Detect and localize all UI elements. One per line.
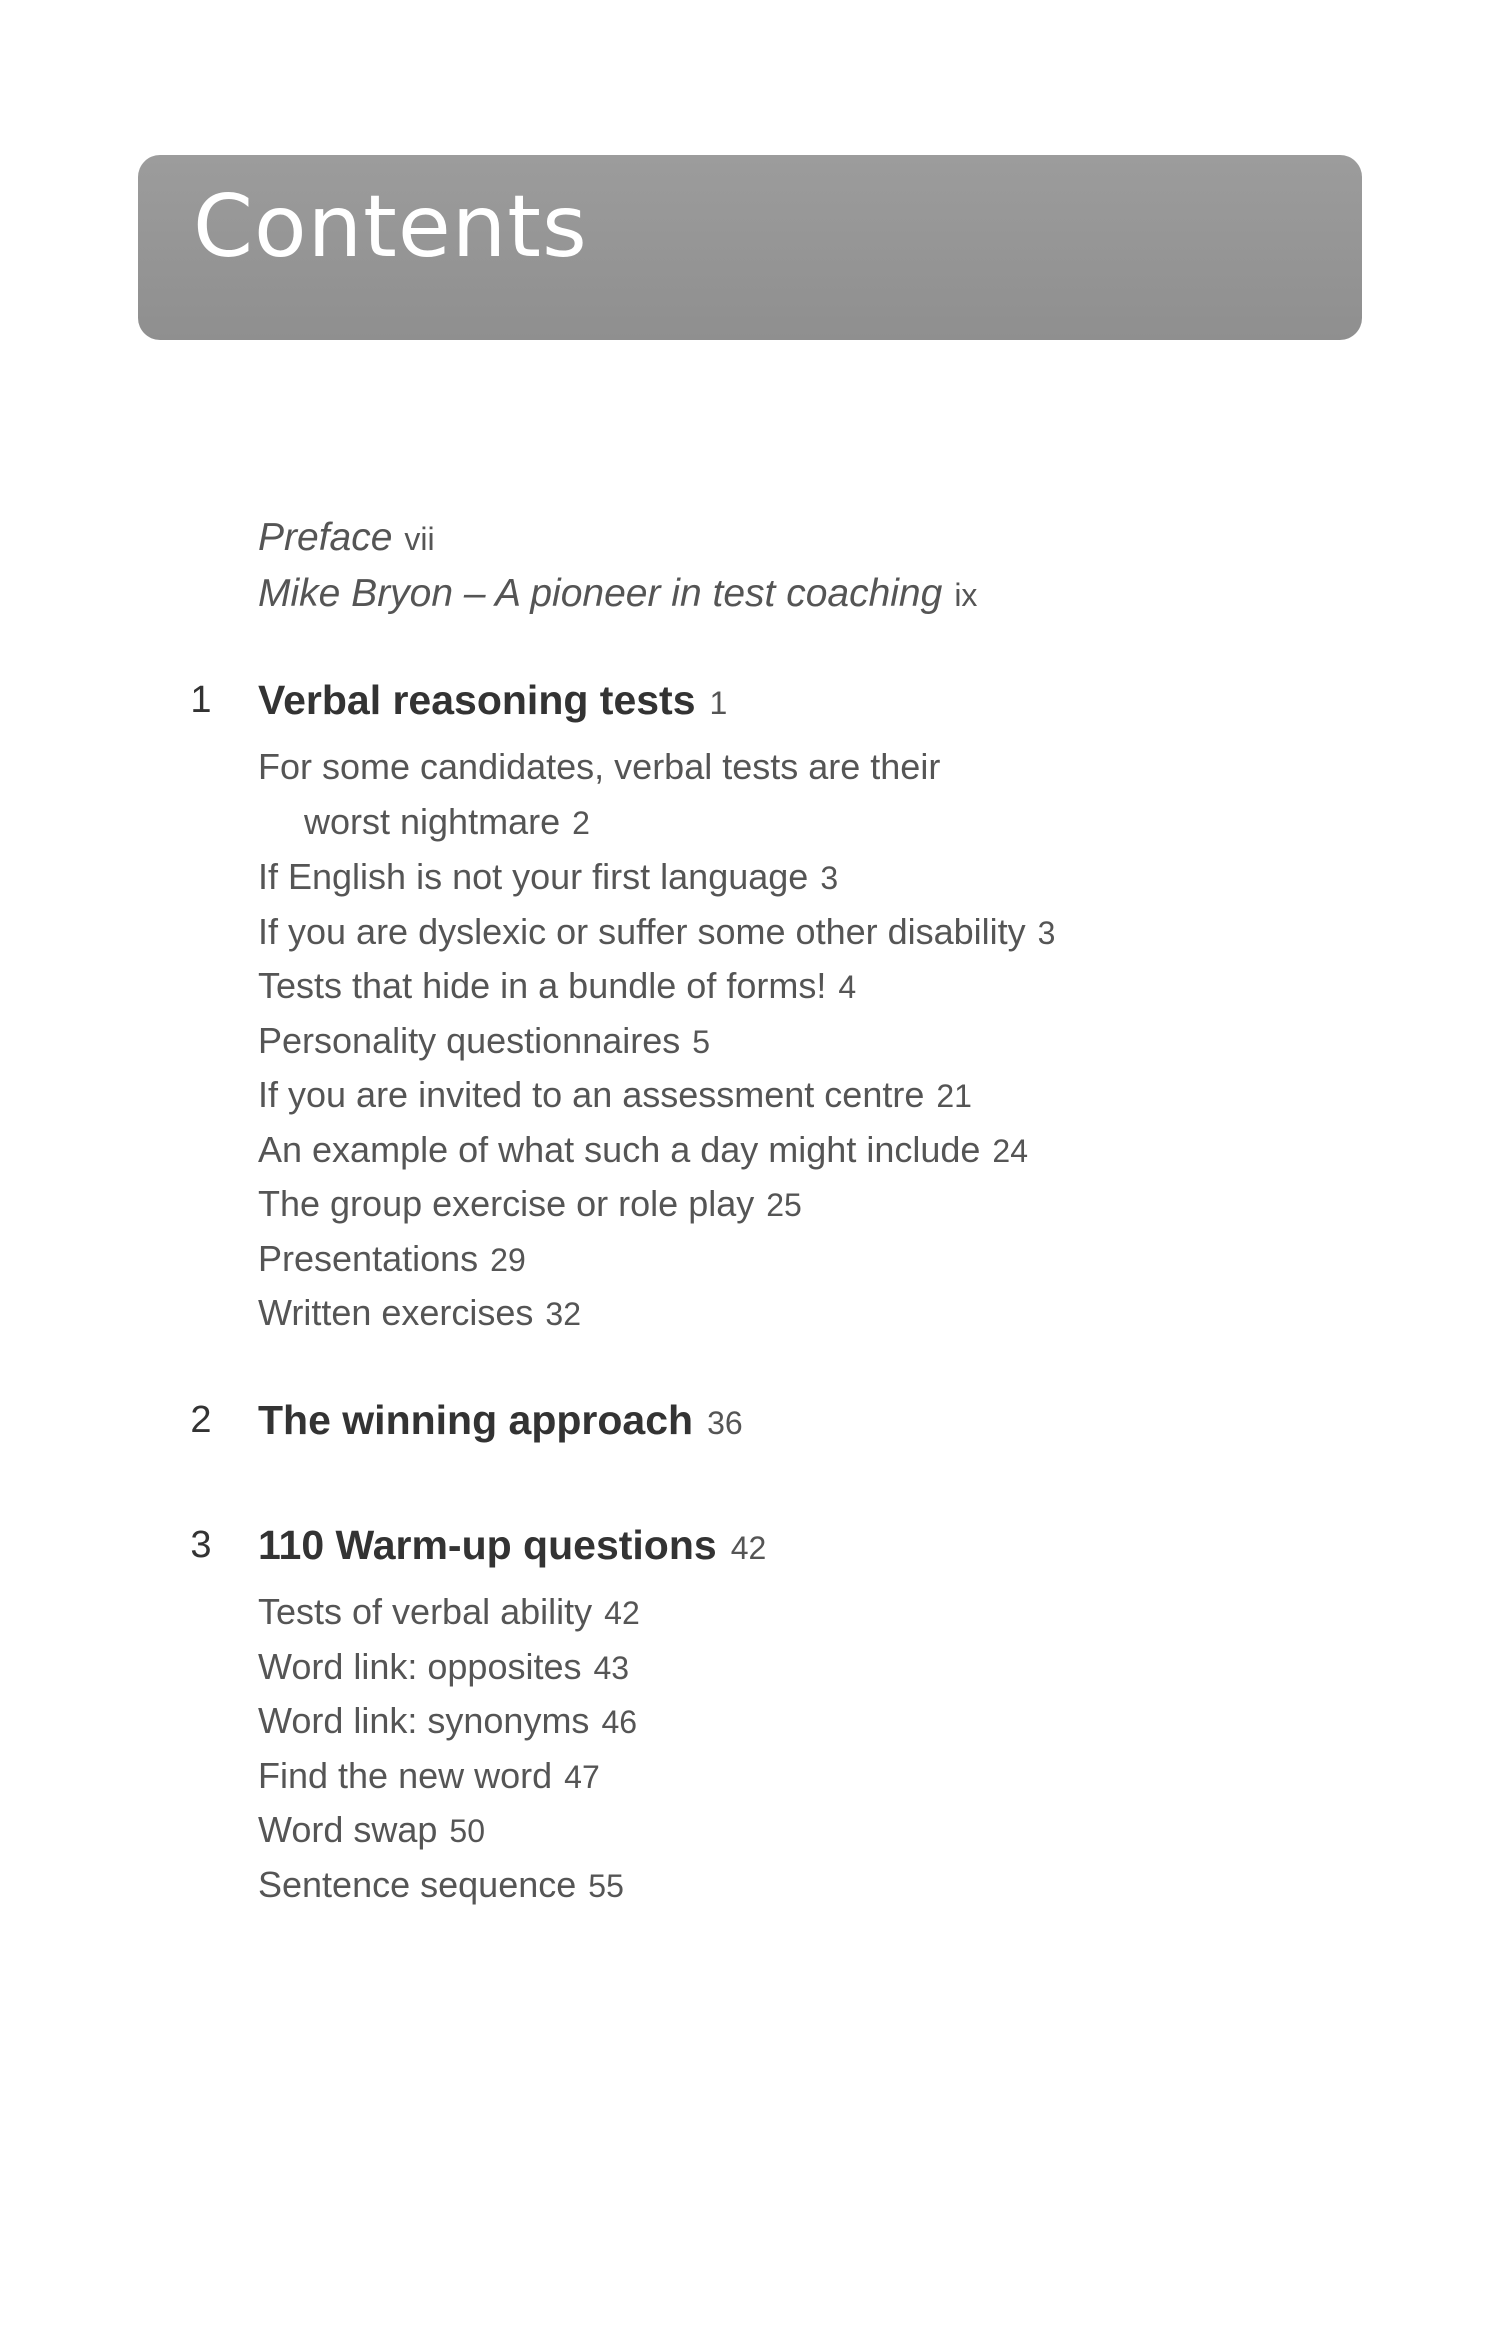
chapter-title[interactable] xyxy=(258,670,727,733)
chapter-number: 3 xyxy=(190,1524,212,1566)
page-number: 46 xyxy=(601,1704,638,1740)
toc-entry[interactable] xyxy=(258,1749,640,1804)
toc-entry[interactable] xyxy=(258,1858,640,1913)
toc-entry[interactable] xyxy=(258,1640,640,1695)
chapter-1-entries xyxy=(258,740,1055,1341)
entry-title: Word link: synonyms xyxy=(258,1700,590,1741)
toc-entry[interactable] xyxy=(258,850,1055,905)
toc-entry[interactable] xyxy=(258,1232,1055,1287)
page-number: 25 xyxy=(766,1187,802,1223)
page-number: 42 xyxy=(730,1530,767,1566)
entry-title: Written exercises xyxy=(258,1292,534,1333)
toc-entry[interactable] xyxy=(258,1068,1055,1123)
toc-entry[interactable] xyxy=(258,1014,1055,1069)
entry-title: Word swap xyxy=(258,1809,438,1850)
contents-banner xyxy=(138,155,1362,340)
page-number: 2 xyxy=(572,804,590,841)
page-number: 1 xyxy=(709,685,728,721)
entry-title-continued: worst nightmare xyxy=(304,800,561,842)
page-number: 42 xyxy=(604,1595,640,1631)
entry-title: Sentence sequence xyxy=(258,1863,577,1905)
page-title: Contents xyxy=(193,177,588,277)
chapter-title-text: Verbal reasoning tests xyxy=(258,677,696,723)
page-number: 43 xyxy=(593,1649,630,1686)
entry-title: If you are dyslexic or suffer some other disability xyxy=(258,910,1026,952)
page-number: 29 xyxy=(490,1241,526,1278)
toc-entry[interactable] xyxy=(258,1694,640,1749)
page-number: 47 xyxy=(564,1758,600,1795)
chapter-title-text: 110 Warm-up questions xyxy=(258,1522,717,1568)
page-number: 55 xyxy=(588,1867,624,1904)
toc-entry[interactable] xyxy=(258,905,1055,960)
toc-entry[interactable] xyxy=(258,740,1055,850)
page-number: ix xyxy=(954,577,978,613)
front-matter-list xyxy=(258,510,977,622)
entry-title: Preface xyxy=(258,516,393,559)
entry-title: The group exercise or role play xyxy=(258,1183,755,1224)
entry-title: For some candidates, verbal tests are their xyxy=(258,746,941,787)
chapter-title[interactable] xyxy=(258,1515,766,1578)
page-number: 36 xyxy=(707,1405,743,1441)
page-number: 3 xyxy=(1037,914,1056,951)
toc-entry[interactable] xyxy=(258,1286,1055,1341)
chapter-3-entries xyxy=(258,1585,640,1912)
entry-title: Mike Bryon – A pioneer in test coaching xyxy=(258,572,943,615)
page-number: vii xyxy=(404,521,435,557)
chapter-title[interactable] xyxy=(258,1390,743,1453)
entry-title: An example of what such a day might include xyxy=(258,1128,981,1170)
toc-entry[interactable] xyxy=(258,959,1055,1014)
entry-title: Personality questionnaires xyxy=(258,1019,681,1061)
toc-entry[interactable] xyxy=(258,1177,1055,1232)
chapter-number: 1 xyxy=(190,679,212,721)
entry-title: Tests of verbal ability xyxy=(258,1591,593,1632)
toc-entry[interactable] xyxy=(258,1803,640,1858)
page-number: 3 xyxy=(820,860,839,896)
toc-entry[interactable] xyxy=(258,1123,1055,1178)
page-number: 24 xyxy=(992,1132,1029,1169)
entry-title: Tests that hide in a bundle of forms! xyxy=(258,965,827,1006)
page-number: 21 xyxy=(936,1078,972,1114)
entry-title: Presentations xyxy=(258,1237,479,1279)
toc-entry-preface[interactable] xyxy=(258,510,977,566)
page-number: 32 xyxy=(545,1296,582,1332)
page-number: 5 xyxy=(692,1023,711,1060)
chapter-number: 2 xyxy=(190,1399,212,1441)
entry-title: If English is not your first language xyxy=(258,856,809,897)
entry-title: Find the new word xyxy=(258,1754,553,1796)
page-number: 50 xyxy=(449,1813,485,1849)
chapter-title-text: The winning approach xyxy=(258,1397,694,1443)
entry-title: Word link: opposites xyxy=(258,1645,582,1687)
page-number: 4 xyxy=(838,969,857,1005)
entry-title: If you are invited to an assessment centre xyxy=(258,1074,925,1115)
toc-entry-pioneer[interactable] xyxy=(258,566,977,622)
toc-entry[interactable] xyxy=(258,1585,640,1640)
